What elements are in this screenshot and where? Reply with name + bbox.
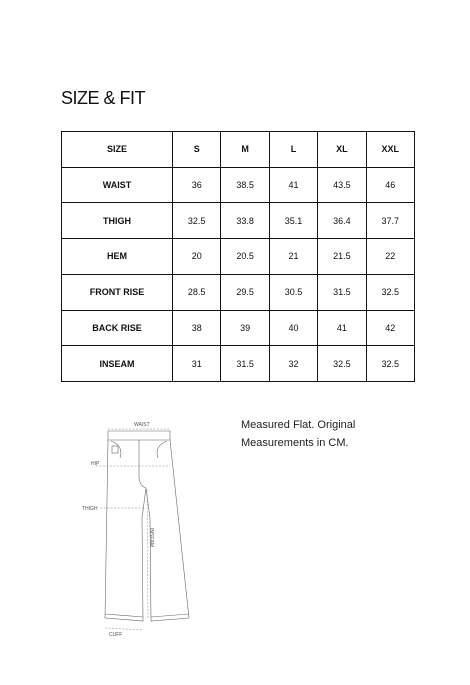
table-cell: 35.1 <box>269 203 317 239</box>
right-hem <box>151 614 189 617</box>
header-size: SIZE <box>62 132 173 168</box>
row-label: FRONT RISE <box>62 274 173 310</box>
jeans-measurement-diagram <box>78 418 228 640</box>
table-cell: 29.5 <box>221 274 269 310</box>
table-cell: 31.5 <box>221 346 269 382</box>
table-cell: 28.5 <box>173 274 221 310</box>
row-label: INSEAM <box>62 346 173 382</box>
diagram-label-hip: HIP <box>91 461 100 467</box>
table-cell: 43.5 <box>318 167 366 203</box>
row-label: HEM <box>62 239 173 275</box>
row-label: THIGH <box>62 203 173 239</box>
measurement-note-line-1: Measured Flat. Original <box>241 419 356 431</box>
row-label: WAIST <box>62 167 173 203</box>
page-title: SIZE & FIT <box>61 88 146 108</box>
diagram-label-cuff: CUFF <box>109 632 123 638</box>
diagram-label-waist: WAIST <box>134 422 150 428</box>
right-pocket <box>157 441 167 458</box>
table-cell: 32.5 <box>173 203 221 239</box>
fly-seam <box>139 440 146 488</box>
table-row <box>62 310 415 346</box>
header-size-xxl: XXL <box>366 132 414 168</box>
table-cell: 38 <box>173 310 221 346</box>
table-cell: 33.8 <box>221 203 269 239</box>
table-cell: 32 <box>269 346 317 382</box>
table-cell: 38.5 <box>221 167 269 203</box>
table-cell: 46 <box>366 167 414 203</box>
waistband-outline <box>108 431 170 440</box>
table-row <box>62 346 415 382</box>
header-size-m: M <box>221 132 269 168</box>
size-chart-body <box>62 132 415 382</box>
left-pocket <box>111 441 121 458</box>
table-cell: 32.5 <box>366 346 414 382</box>
row-label: BACK RISE <box>62 310 173 346</box>
header-size-xl: XL <box>318 132 366 168</box>
inseam-measure-line <box>147 490 148 618</box>
table-cell: 21 <box>269 239 317 275</box>
jeans-outline <box>105 440 189 621</box>
table-row <box>62 203 415 239</box>
table-cell: 30.5 <box>269 274 317 310</box>
table-cell: 20.5 <box>221 239 269 275</box>
cuff-measure-line <box>105 628 143 630</box>
table-cell: 32.5 <box>366 274 414 310</box>
header-size-l: L <box>269 132 317 168</box>
diagram-label-inseam: INSEAM <box>148 528 154 548</box>
table-cell: 41 <box>269 167 317 203</box>
table-cell: 36 <box>173 167 221 203</box>
table-header-row <box>62 132 415 168</box>
table-cell: 31 <box>173 346 221 382</box>
table-cell: 37.7 <box>366 203 414 239</box>
table-row <box>62 239 415 275</box>
table-cell: 40 <box>269 310 317 346</box>
table-cell: 31.5 <box>318 274 366 310</box>
size-chart-table <box>61 131 415 382</box>
table-cell: 36.4 <box>318 203 366 239</box>
header-size-s: S <box>173 132 221 168</box>
table-cell: 21.5 <box>318 239 366 275</box>
table-cell: 20 <box>173 239 221 275</box>
coin-pocket <box>112 446 118 453</box>
table-cell: 32.5 <box>318 346 366 382</box>
table-row <box>62 274 415 310</box>
diagram-label-thigh: THIGH <box>82 506 98 512</box>
table-cell: 39 <box>221 310 269 346</box>
measurement-note-line-2: Measurements in CM. <box>241 436 349 449</box>
table-row <box>62 167 415 203</box>
table-cell: 22 <box>366 239 414 275</box>
table-cell: 42 <box>366 310 414 346</box>
table-cell: 41 <box>318 310 366 346</box>
left-hem <box>105 614 143 617</box>
measurement-note <box>241 417 391 452</box>
